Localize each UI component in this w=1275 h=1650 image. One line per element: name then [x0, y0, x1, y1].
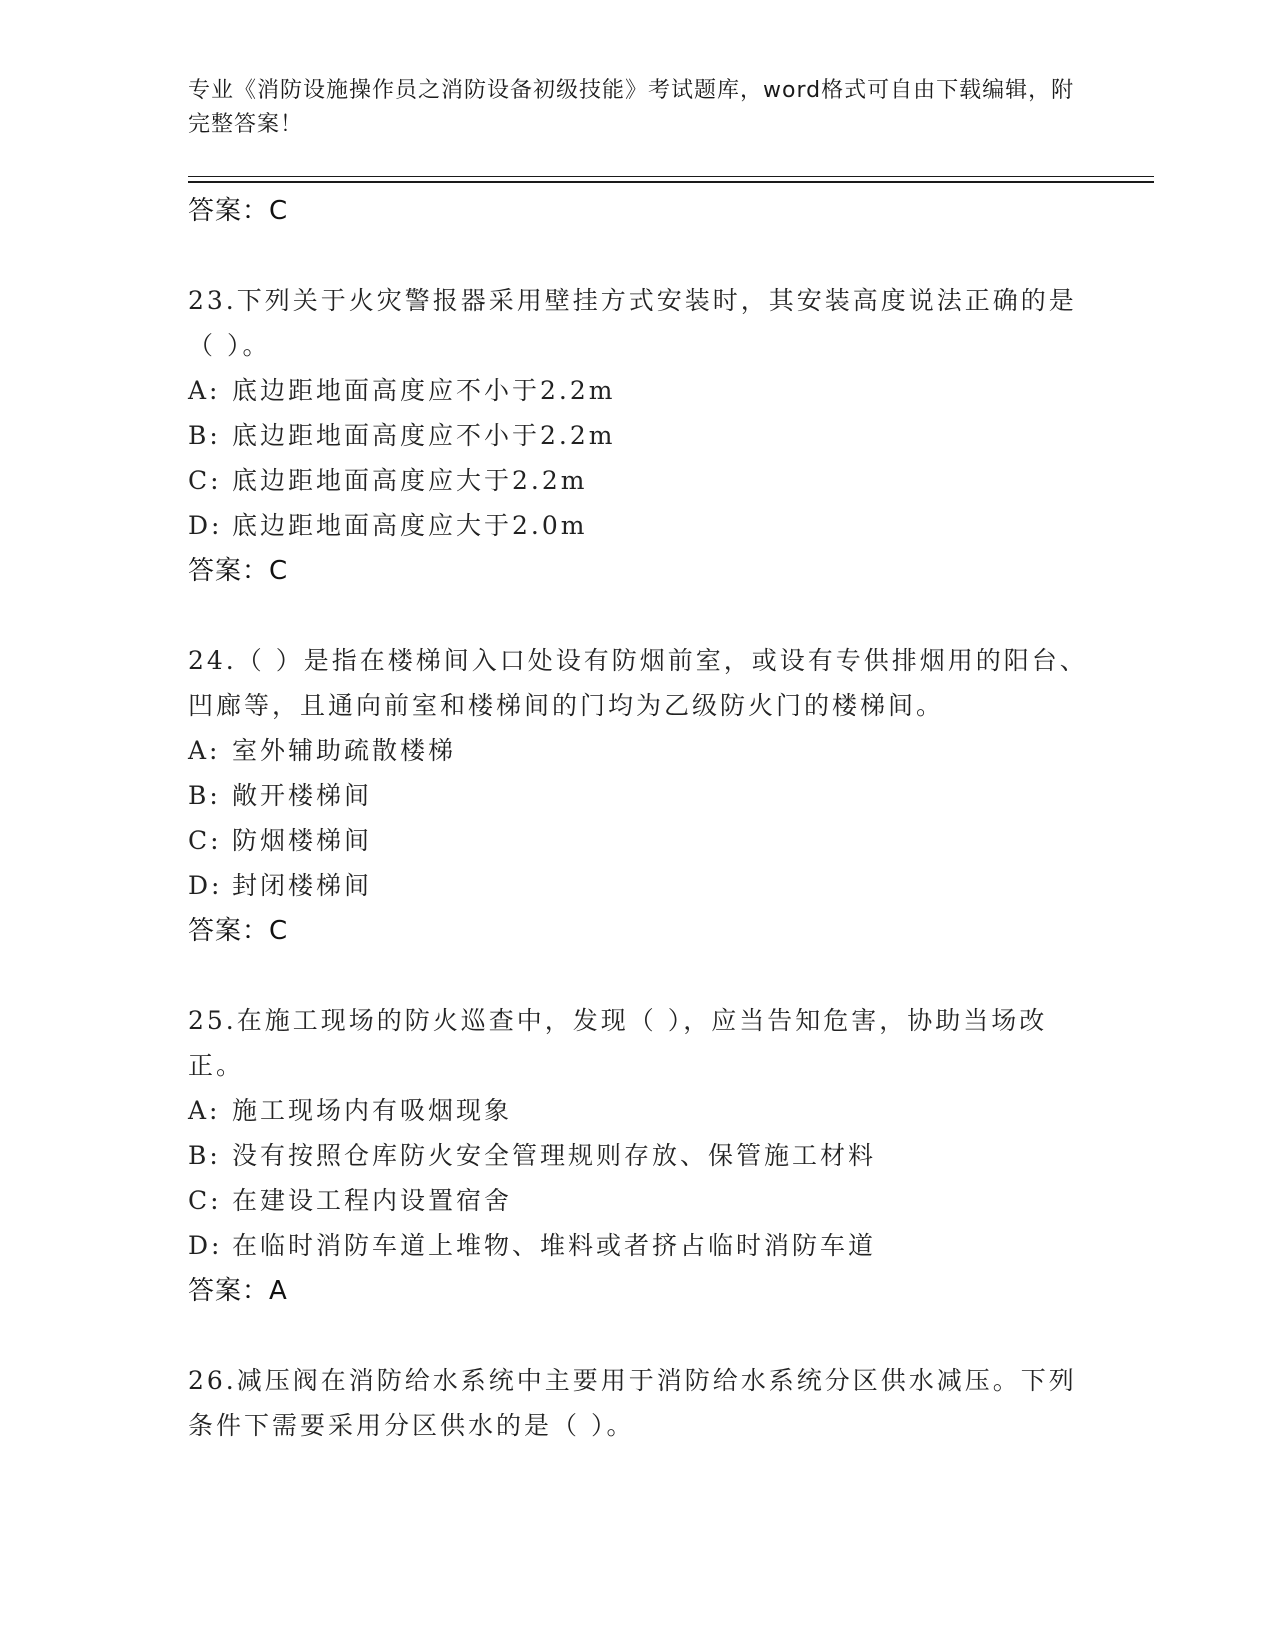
option-text: 底边距地面高度应大于2.0m — [232, 511, 588, 540]
option-b — [188, 773, 1088, 818]
option-d — [188, 503, 1088, 548]
option-d — [188, 1223, 1088, 1268]
question-text: 24.（ ）是指在楼梯间入口处设有防烟前室，或设有专供排烟用的阳台、凹廊等，且通向前室和楼梯间的门均为乙级防火门的楼梯间。 — [188, 646, 1088, 720]
header-divider-thick — [188, 181, 1154, 183]
option-text: 底边距地面高度应大于2.2m — [232, 466, 588, 495]
question-25 — [188, 998, 1088, 1314]
option-letter: A: — [188, 376, 221, 405]
answer-line: 答案：C — [188, 196, 289, 226]
question-text: 23.下列关于火灾警报器采用壁挂方式安装时，其安装高度说法正确的是（ ）。 — [188, 286, 1077, 360]
option-a — [188, 728, 1088, 773]
option-text: 封闭楼梯间 — [232, 871, 373, 900]
option-letter: D: — [188, 511, 223, 540]
question-23 — [188, 278, 1088, 594]
question-26 — [188, 1358, 1088, 1448]
option-letter: B: — [188, 1141, 221, 1170]
option-letter: C: — [188, 826, 222, 855]
option-a — [188, 368, 1088, 413]
question-24 — [188, 638, 1088, 954]
option-text: 底边距地面高度应不小于2.2m — [232, 421, 616, 450]
option-a — [188, 1088, 1088, 1133]
option-text: 防烟楼梯间 — [232, 826, 373, 855]
option-b — [188, 1133, 1088, 1178]
option-text: 室外辅助疏散楼梯 — [232, 736, 457, 765]
option-b — [188, 413, 1088, 458]
question-text: 25.在施工现场的防火巡查中，发现（ ），应当告知危害，协助当场改正。 — [188, 1006, 1048, 1080]
option-text: 没有按照仓库防火安全管理规则存放、保管施工材料 — [232, 1141, 877, 1170]
document-header: 专业《消防设施操作员之消防设备初级技能》考试题库，word格式可自由下载编辑，附完整答案！ — [188, 78, 1075, 137]
header-divider-thin — [188, 176, 1154, 177]
option-text: 在临时消防车道上堆物、堆料或者挤占临时消防车道 — [232, 1231, 877, 1260]
option-letter: A: — [188, 736, 221, 765]
option-c — [188, 818, 1088, 863]
question-list — [188, 188, 1088, 1448]
answer-line: 答案：A — [188, 1276, 288, 1306]
option-text: 底边距地面高度应不小于2.2m — [232, 376, 616, 405]
option-c — [188, 1178, 1088, 1223]
question-text: 26.减压阀在消防给水系统中主要用于消防给水系统分区供水减压。下列条件下需要采用分区供水的是（ ）。 — [188, 1366, 1077, 1440]
option-d — [188, 863, 1088, 908]
option-text: 敞开楼梯间 — [232, 781, 373, 810]
option-letter: B: — [188, 781, 221, 810]
option-letter: D: — [188, 871, 223, 900]
option-letter: B: — [188, 421, 221, 450]
option-letter: C: — [188, 1186, 222, 1215]
option-c — [188, 458, 1088, 503]
answer-line: 答案：C — [188, 556, 289, 586]
option-letter: A: — [188, 1096, 221, 1125]
option-letter: C: — [188, 466, 222, 495]
option-text: 施工现场内有吸烟现象 — [232, 1096, 513, 1125]
answer-line: 答案：C — [188, 916, 289, 946]
option-letter: D: — [188, 1231, 223, 1260]
option-text: 在建设工程内设置宿舍 — [232, 1186, 513, 1215]
